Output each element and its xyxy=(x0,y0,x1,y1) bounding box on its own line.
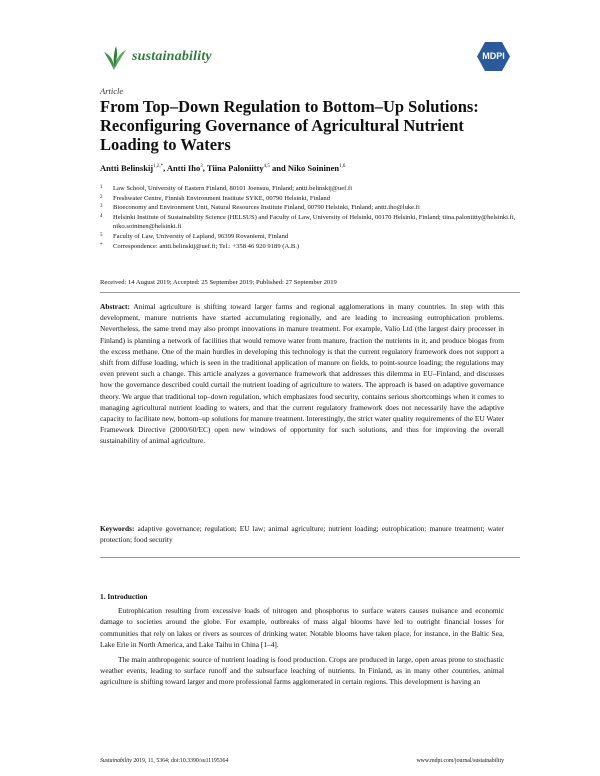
citation-details: 2019, 11, 5364; doi:10.3390/su11195364 xyxy=(133,758,229,764)
correspondence-text: Correspondence: antti.belinskij@uef.fi; Tel.: +358 46 920 9189 (A.B.) xyxy=(113,242,300,250)
abstract-text: Animal agriculture is shifting toward larger farms and regional agglomerations in many countries. In step with this development, manure nutrients have started accumulating regionally, and are leading to increasing eutrophication problems. Nevertheless, the same trend may also prompt innovations in manure treatment. For example, Valio Ltd (the largest dairy processer in Finland) is planning a network of facilities that would remove water from manure, fraction the nutrients in it, and produce biogas from the excess methane. One of the main hurdles in developing this technology is that the current regulatory framework does not support a shift from diffuse loading, which is seen in the traditional application of manure on fields, to point-source loading; the regulations may even prevent such a change. This article analyzes a governance framework that addresses this dilemma in EU–Finland, and discusses how the governance described could curtail the nutrient loading of agriculture to waters. The approach is based on adaptive governance theory. We argue that traditional top–down regulation, which emphasizes food security, contains serious shortcomings when it comes to managing agricultural nutrient loading to waters, and that the current regulatory framework does not necessarily have the adaptive capacity to facilitate new, bottom–up solutions for manure treatment. Interestingly, the strict water quality requirements of the EU Water Framework Directive (2000/60/EC) open new windows of opportunity for such solutions, and thus for improving the overall sustainability of animal agriculture. xyxy=(100,302,504,446)
journal-name: sustainability xyxy=(132,49,212,64)
footer-url[interactable]: www.mdpi.com/journal/sustainability xyxy=(416,758,504,764)
affiliation-number: 4 xyxy=(100,213,103,219)
affiliation xyxy=(100,184,520,194)
publication-dates: Received: 14 August 2019; Accepted: 25 September 2019; Published: 27 September 2019 xyxy=(100,279,337,286)
section-heading: 1. Introduction xyxy=(100,592,148,601)
author-affiliation-marker: 4,5 xyxy=(263,164,270,170)
author-list xyxy=(100,163,345,173)
divider xyxy=(100,292,520,293)
affiliation xyxy=(100,203,520,213)
author-separator: , xyxy=(163,163,167,173)
article-title: From Top–Down Regulation to Bottom–Up Solutions: Reconfiguring Governance of Agricultural Nutrient Loading to Waters xyxy=(100,97,479,154)
affiliation xyxy=(100,232,520,242)
author-separator: and xyxy=(269,163,288,173)
author-affiliation-marker: 1,6 xyxy=(339,164,346,170)
section-body xyxy=(100,605,504,691)
affiliation-number: 3 xyxy=(100,204,103,210)
affiliation xyxy=(100,213,520,232)
author-name: Antti Iho xyxy=(166,163,201,173)
author-name: Niko Soininen xyxy=(287,163,340,173)
journal-header xyxy=(100,42,510,78)
abstract-label: Abstract: xyxy=(100,302,130,311)
paragraph: Eutrophication resulting from excessive loads of nitrogen and phosphorus to surface waters causes nuisance and economic damage to societies around the globe. For example, outbreaks of mass algal blooms have led to outright financial losses for communities that rely on lakes or rivers as sources of drinking water. Notable blooms have taken place, for instance, in the Baltic Sea, Lake Erie in North America, and Lake Taihu in China [1–4]. xyxy=(100,606,504,650)
divider xyxy=(100,557,520,558)
abstract xyxy=(100,301,504,447)
author-affiliation-marker: 1,2,* xyxy=(153,164,164,170)
publisher-name: MDPI xyxy=(482,51,505,61)
affiliation-number: 1 xyxy=(100,185,103,190)
author-affiliation-marker: 3 xyxy=(200,164,203,170)
affiliation-text: Law School, University of Eastern Finland, 80101 Joensuu, Finland; antti.belinskij@uef.fi xyxy=(113,185,353,192)
article-type: Article xyxy=(100,86,124,96)
affiliation-number: 2 xyxy=(100,194,103,200)
affiliation-number: 5 xyxy=(100,232,103,238)
footer-citation xyxy=(100,758,228,764)
affiliation-text: Freshwater Centre, Finnish Environment Institute SYKE, 00790 Helsinki, Finland xyxy=(113,194,331,202)
affiliation xyxy=(100,194,520,204)
author-name: Antti Belinskij xyxy=(100,163,154,173)
citation-journal: Sustainability xyxy=(100,758,132,764)
keywords-label: Keywords: xyxy=(100,524,135,533)
correspondence xyxy=(100,242,520,252)
keywords xyxy=(100,523,504,545)
author-separator: , xyxy=(202,163,207,173)
affiliation-text: Bioeconomy and Environment Unit, Natural Resources Institute Finland, 00790 Helsinki, Finland; antti.iho@luke.fi xyxy=(113,204,420,212)
publisher-logo xyxy=(477,42,510,71)
affiliation-number: * xyxy=(100,242,103,248)
affiliation-list xyxy=(100,184,520,251)
author-name: Tiina Paloniitty xyxy=(206,163,264,173)
keywords-text: adaptive governance; regulation; EU law; animal agriculture; nutrient loading; eutrophication; manure treatment; water protection; food security xyxy=(100,524,504,545)
affiliation-text: Faculty of Law, University of Lapland, 96399 Rovaniemi, Finland xyxy=(113,232,289,240)
journal-leaf-logo-icon xyxy=(100,44,128,72)
paragraph: The main anthropogenic source of nutrient loading is food production. Crops are produced in large, open areas prone to stochastic weather events, leading to surface runoff and the subsurface leaching of nutrients. In Finland, as in many other countries, animal agriculture is shifting toward larger and more professional farms agglomerated in certain regions. This development is having an xyxy=(100,654,504,687)
affiliation-text: Helsinki Institute of Sustainability Science (HELSUS) and Faculty of Law, University of Helsinki, 00170 Helsinki, Finland; tiina.paloniitty@helsinki.fi, niko.soininen@helsinki.fi xyxy=(113,213,516,231)
